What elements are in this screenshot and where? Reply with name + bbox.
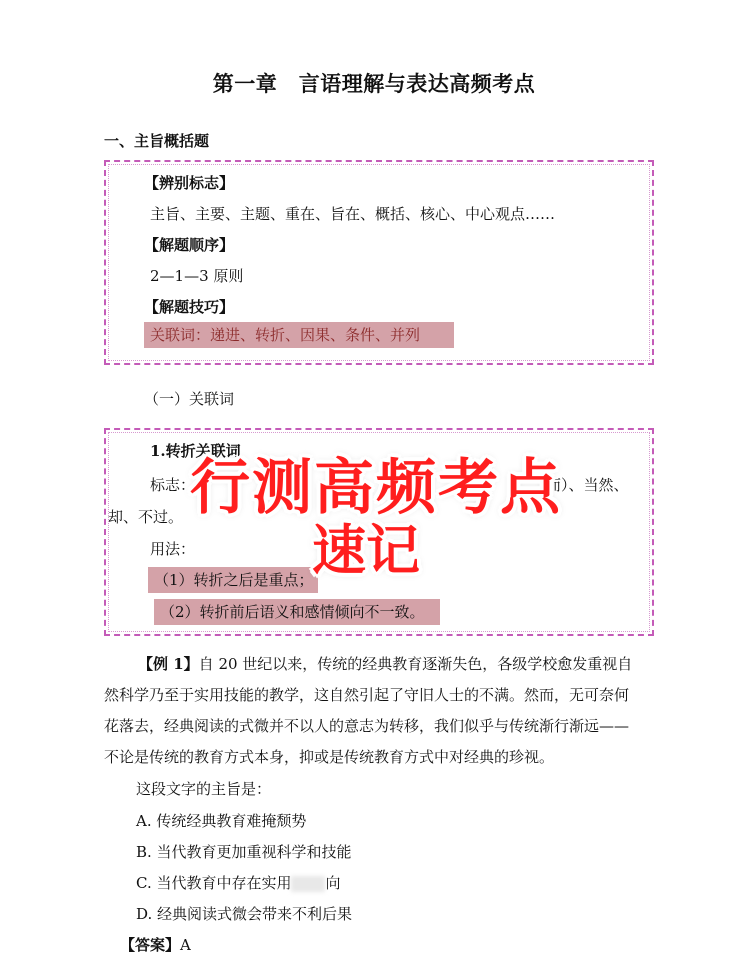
tag-solve-skill: 【解题技巧】 <box>144 298 235 316</box>
section-heading: 一、主旨概括题 <box>104 132 210 150</box>
tag-solve-order: 【解题顺序】 <box>144 236 235 254</box>
overlay-banner-line2: 速记 <box>312 519 420 582</box>
overlay-banner-line1: 行测高频考点 <box>190 453 562 523</box>
answer-value: A <box>180 936 191 954</box>
example-label: 【例 1】 <box>138 655 199 673</box>
example-text-1: 自 20 世纪以来，传统的经典教育逐渐失色，各级学校愈发重视自 <box>198 655 633 673</box>
blurred-patch <box>291 876 325 892</box>
option-d: D. 经典阅读式微会带来不利后果 <box>136 905 353 923</box>
solve-order-text: 2—1—3 原则 <box>150 267 244 285</box>
tag-identify-mark: 【辨别标志】 <box>144 174 235 192</box>
subsection-heading: （一）关联词 <box>144 390 235 408</box>
option-c <box>136 874 341 892</box>
answer-line <box>120 936 191 954</box>
option-c-end: 向 <box>325 874 341 892</box>
solve-skill-highlight: 关联词：递进、转折、因果、条件、并列 <box>144 322 454 348</box>
option-b: B. 当代教育更加重视科学和技能 <box>136 843 352 861</box>
key-points-box <box>104 160 654 365</box>
mark-line1: 标志： <box>150 476 196 494</box>
example-line-3: 花落去，经典阅读的式微并不以人的意志为转移，我们似乎与传统渐行渐远—— <box>104 717 630 735</box>
option-c-text: C. 当代教育中存在实用 <box>136 874 292 892</box>
mark-line1-end: 而）、当然、 <box>546 476 629 494</box>
example-line-1 <box>138 655 632 673</box>
identify-mark-text: 主旨、主要、主题、重在、旨在、概括、核心、中心观点…… <box>150 205 556 223</box>
example-line-2: 然科学乃至于实用技能的教学，这自然引起了守旧人士的不满。然而，无可奈何 <box>104 686 630 704</box>
chapter-title: 第一章 言语理解与表达高频考点 <box>212 72 536 96</box>
usage-item-1: （1）转折之后是重点； <box>148 567 318 593</box>
mark-line2: 却、不过。 <box>108 508 184 526</box>
example-line-4: 不论是传统的教育方式本身，抑或是传统教育方式中对经典的珍视。 <box>104 748 555 766</box>
conjunction-title: 1.转折关联词 <box>150 442 241 460</box>
answer-label: 【答案】 <box>120 936 181 954</box>
question-stem: 这段文字的主旨是： <box>136 780 272 798</box>
option-a: A. 传统经典教育难掩颓势 <box>136 812 307 830</box>
usage-label: 用法： <box>150 540 196 558</box>
usage-item-2: （2）转折前后语义和感情倾向不一致。 <box>154 599 440 625</box>
